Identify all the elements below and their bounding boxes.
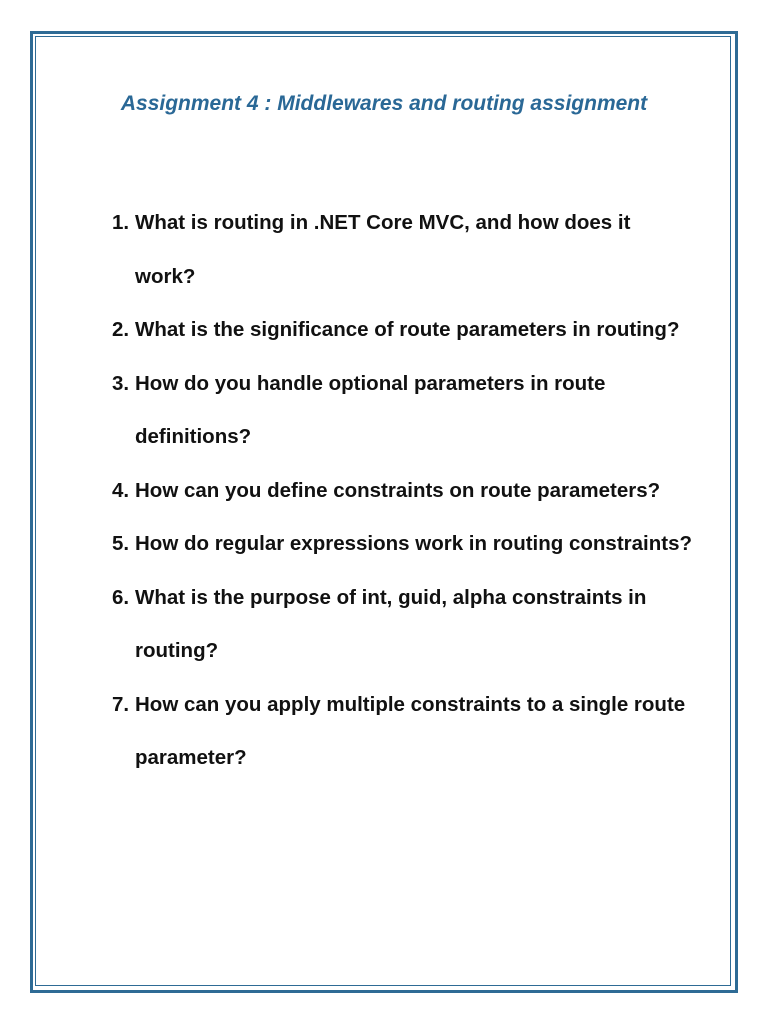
question-text: What is the purpose of int, guid, alpha constraints in routing? — [135, 585, 647, 662]
question-text: How can you define constraints on route parameters? — [135, 478, 661, 502]
question-text: What is the significance of route parameters in routing? — [135, 318, 680, 341]
question-number: 7. — [112, 692, 130, 716]
question-text: How can you apply multiple constraints to a single route parameter? — [135, 692, 686, 769]
question-item-6 — [104, 571, 694, 678]
question-number: 1. — [112, 211, 130, 234]
question-item-2 — [104, 303, 694, 357]
question-number: 4. — [112, 478, 130, 502]
question-text: How do regular expressions work in routing constraints? — [135, 532, 693, 555]
question-item-1 — [104, 196, 694, 303]
question-number: 6. — [112, 585, 130, 609]
question-number: 2. — [112, 318, 130, 341]
question-item-4 — [104, 464, 694, 518]
question-list — [104, 196, 694, 785]
question-number: 3. — [112, 371, 130, 395]
question-number: 5. — [112, 532, 130, 555]
document-title: Assignment 4 : Middlewares and routing assignment — [120, 92, 648, 115]
question-item-5 — [104, 517, 694, 571]
question-text: What is routing in .NET Core MVC, and how does it work? — [135, 211, 631, 288]
question-item-7 — [104, 678, 694, 785]
question-text: How do you handle optional parameters in route definitions? — [135, 371, 606, 448]
question-item-3 — [104, 357, 694, 464]
